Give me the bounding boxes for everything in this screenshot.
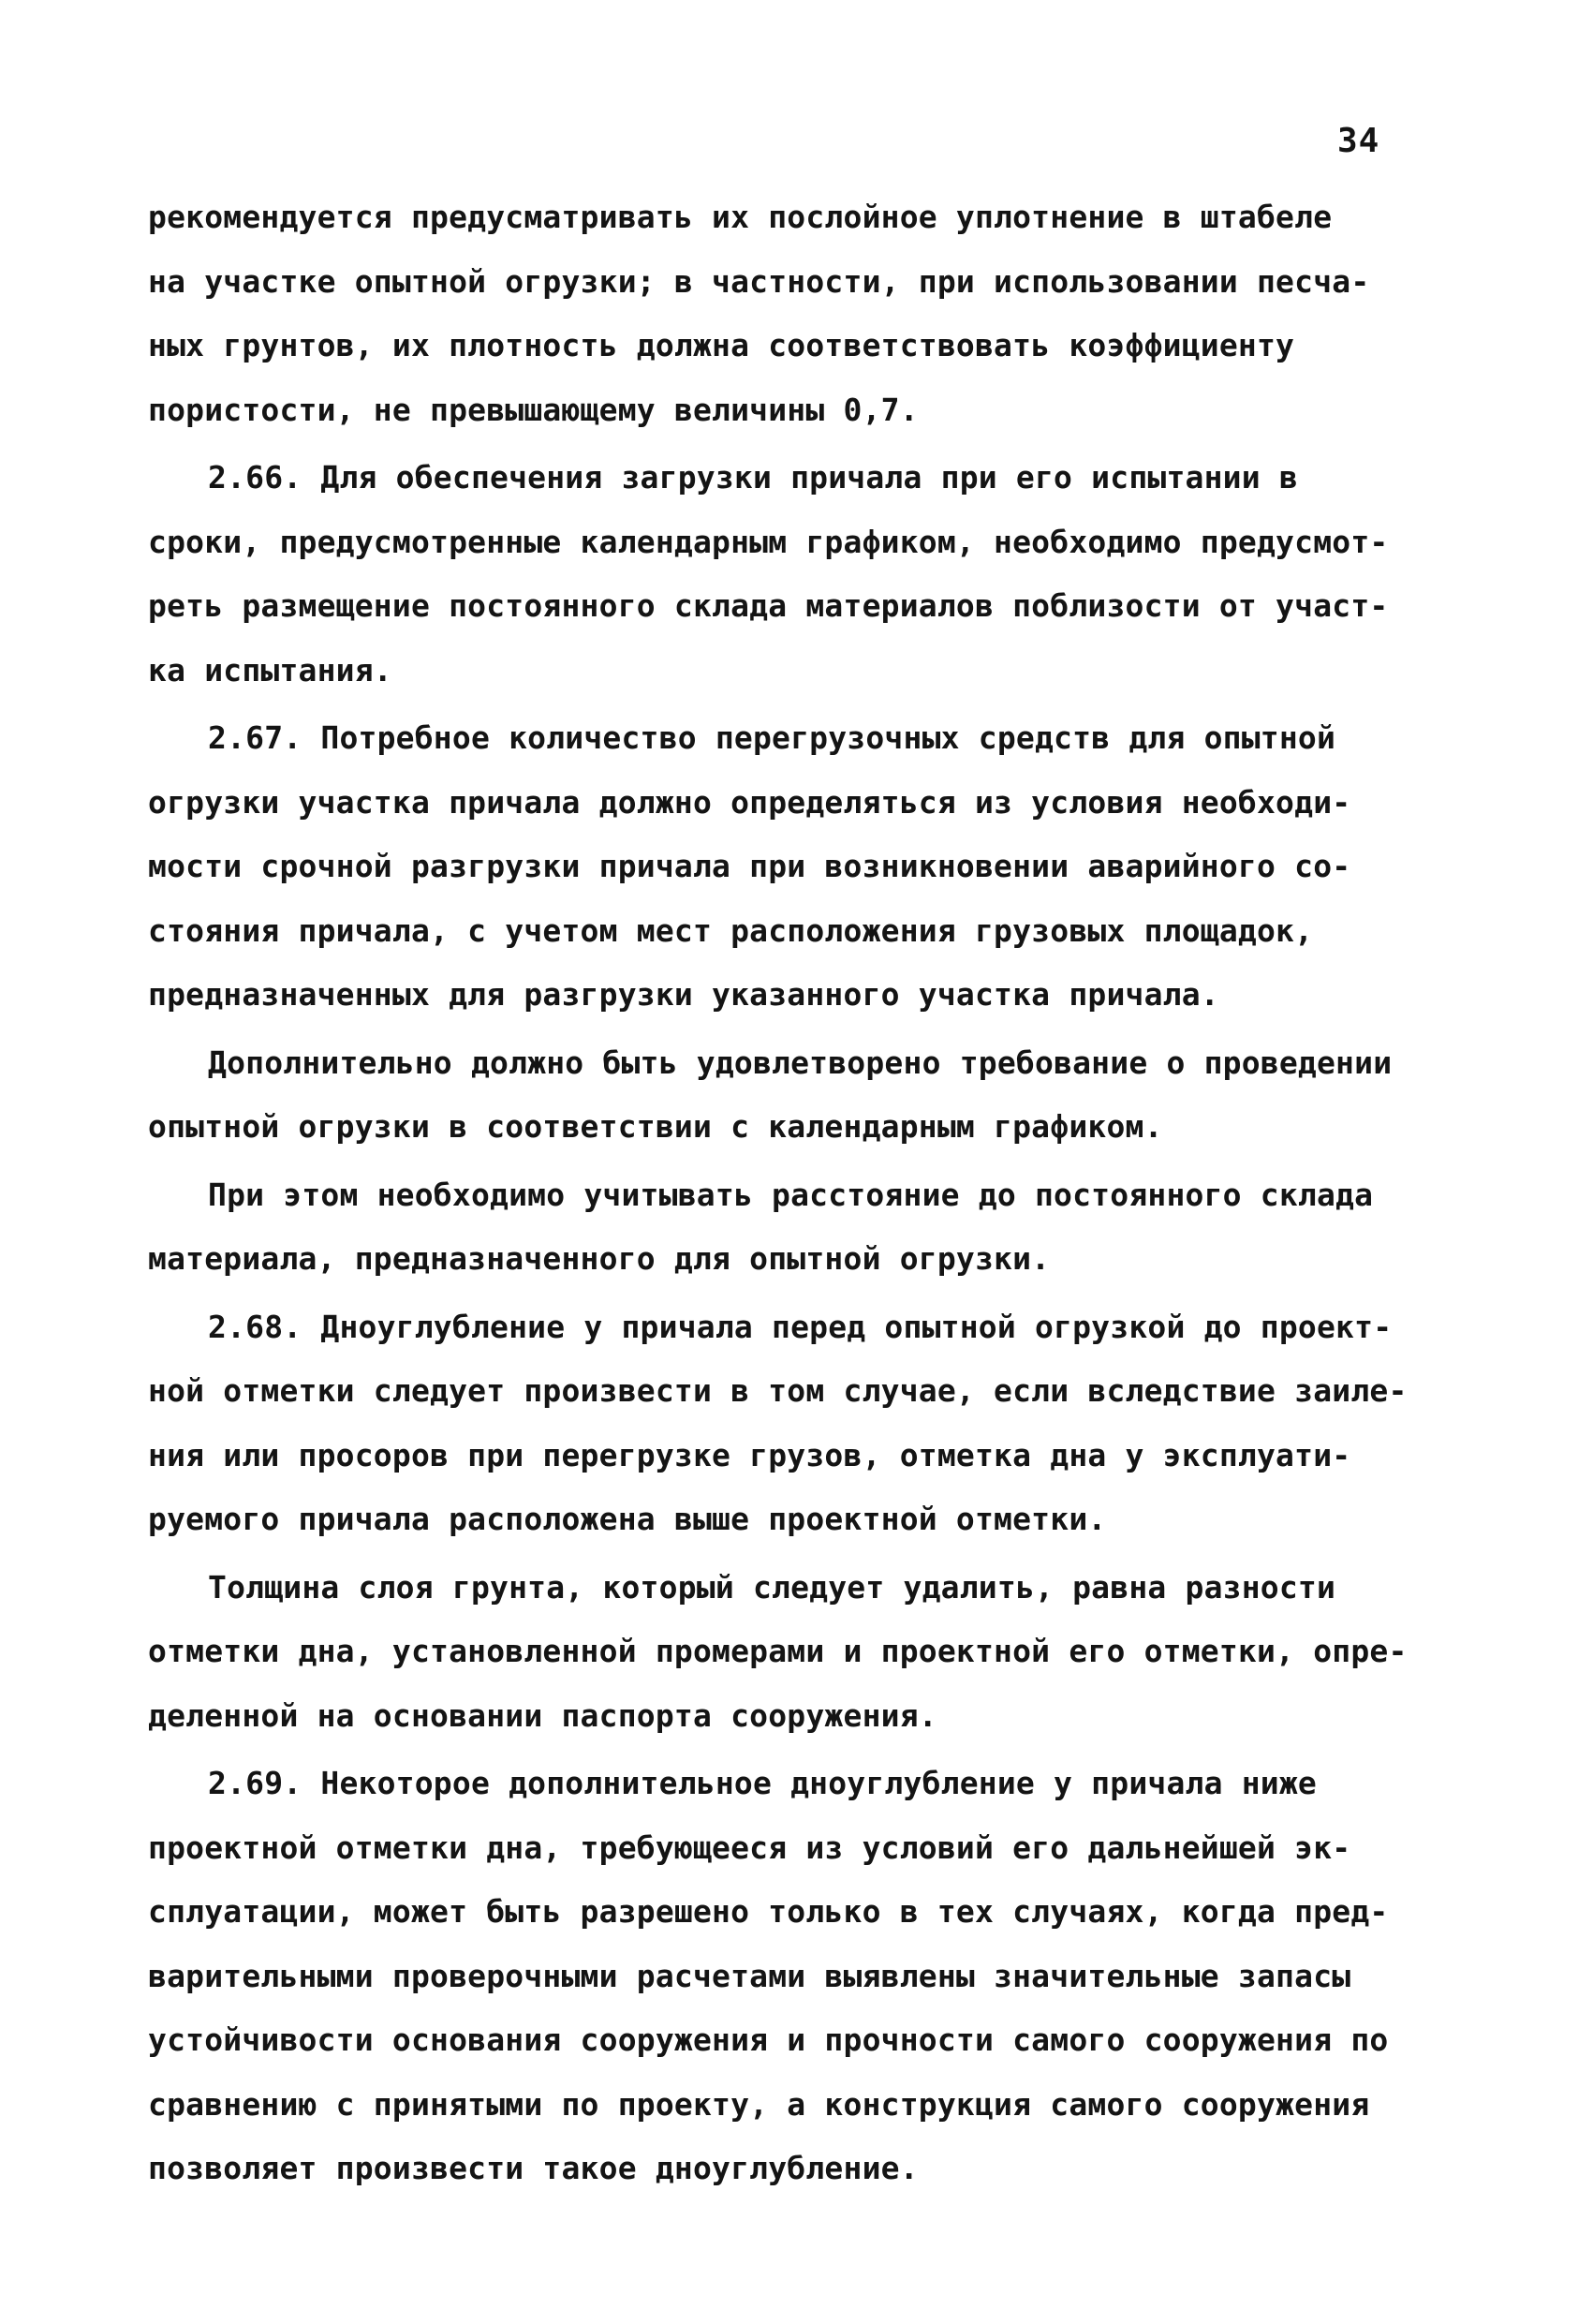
- text-line: При этом необходимо учитывать расстояние до постоянного склада: [208, 1176, 1374, 1213]
- text-line: мости срочной разгрузки причала при возникновении аварийного со-: [148, 848, 1351, 884]
- text-line: ка испытания.: [148, 651, 392, 688]
- text-line: сравнению с принятыми по проекту, а конструкция самого сооружения: [148, 2085, 1370, 2123]
- text-line: реть размещение постоянного склада материалов поблизости от участ-: [148, 587, 1389, 624]
- body-text: [148, 185, 1478, 2201]
- text-line: сплуатации, может быть разрешено только в тех случаях, когда пред-: [148, 1893, 1389, 1930]
- text-line: 2.66. Для обеспечения загрузки причала при его испытании в: [208, 459, 1298, 496]
- text-line: руемого причала расположена выше проектной отметки.: [148, 1501, 1107, 1537]
- text-line: Толщина слоя грунта, который следует удалить, равна разности: [208, 1568, 1336, 1606]
- text-line: ной отметки следует произвести в том случае, если вследствие заиле-: [148, 1372, 1408, 1409]
- text-line: 2.67. Потребное количество перегрузочных средств для опытной: [208, 719, 1336, 756]
- text-line: огрузки участка причала должно определяться из условия необходи-: [148, 783, 1351, 821]
- text-line: проектной отметки дна, требующееся из условий его дальнейшей эк-: [148, 1828, 1351, 1866]
- text-line: опытной огрузки в соответствии с календарным графиком.: [148, 1108, 1163, 1145]
- text-line: варительными проверочными расчетами выявлены значительные запасы: [148, 1957, 1351, 1994]
- text-line: отметки дна, установленной промерами и проектной его отметки, опре-: [148, 1633, 1408, 1669]
- text-line: пористости, не превышающему величины 0,7.: [148, 391, 919, 428]
- text-line: материала, предназначенного для опытной огрузки.: [148, 1240, 1051, 1277]
- text-line: на участке опытной огрузки; в частности, при использовании песча-: [148, 262, 1370, 300]
- text-line: предназначенных для разгрузки указанного участка причала.: [148, 976, 1219, 1013]
- text-line: позволяет произвести такое дноуглубление.: [148, 2150, 919, 2186]
- text-line: 2.69. Некоторое дополнительное дноуглубление у причала ниже: [208, 1765, 1317, 1801]
- text-line: ния или просоров при перегрузке грузов, отметка дна у эксплуати-: [148, 1436, 1351, 1473]
- text-line: сроки, предусмотренные календарным графиком, необходимо предусмот-: [148, 523, 1389, 560]
- text-line: Дополнительно должно быть удовлетворено требование о проведении: [208, 1044, 1393, 1081]
- text-line: 2.68. Дноуглубление у причала перед опытной огрузкой до проект-: [208, 1308, 1393, 1345]
- text-line: стояния причала, с учетом мест расположения грузовых площадок,: [148, 911, 1314, 949]
- text-line: устойчивости основания сооружения и прочности самого сооружения по: [148, 2021, 1389, 2058]
- text-line: рекомендуется предусматривать их послойное уплотнение в штабеле: [148, 199, 1333, 235]
- page-number: 34: [1337, 122, 1380, 160]
- text-line: ных грунтов, их плотность должна соответствовать коэффициенту: [148, 327, 1295, 363]
- text-line: деленной на основании паспорта сооружения.: [148, 1696, 937, 1734]
